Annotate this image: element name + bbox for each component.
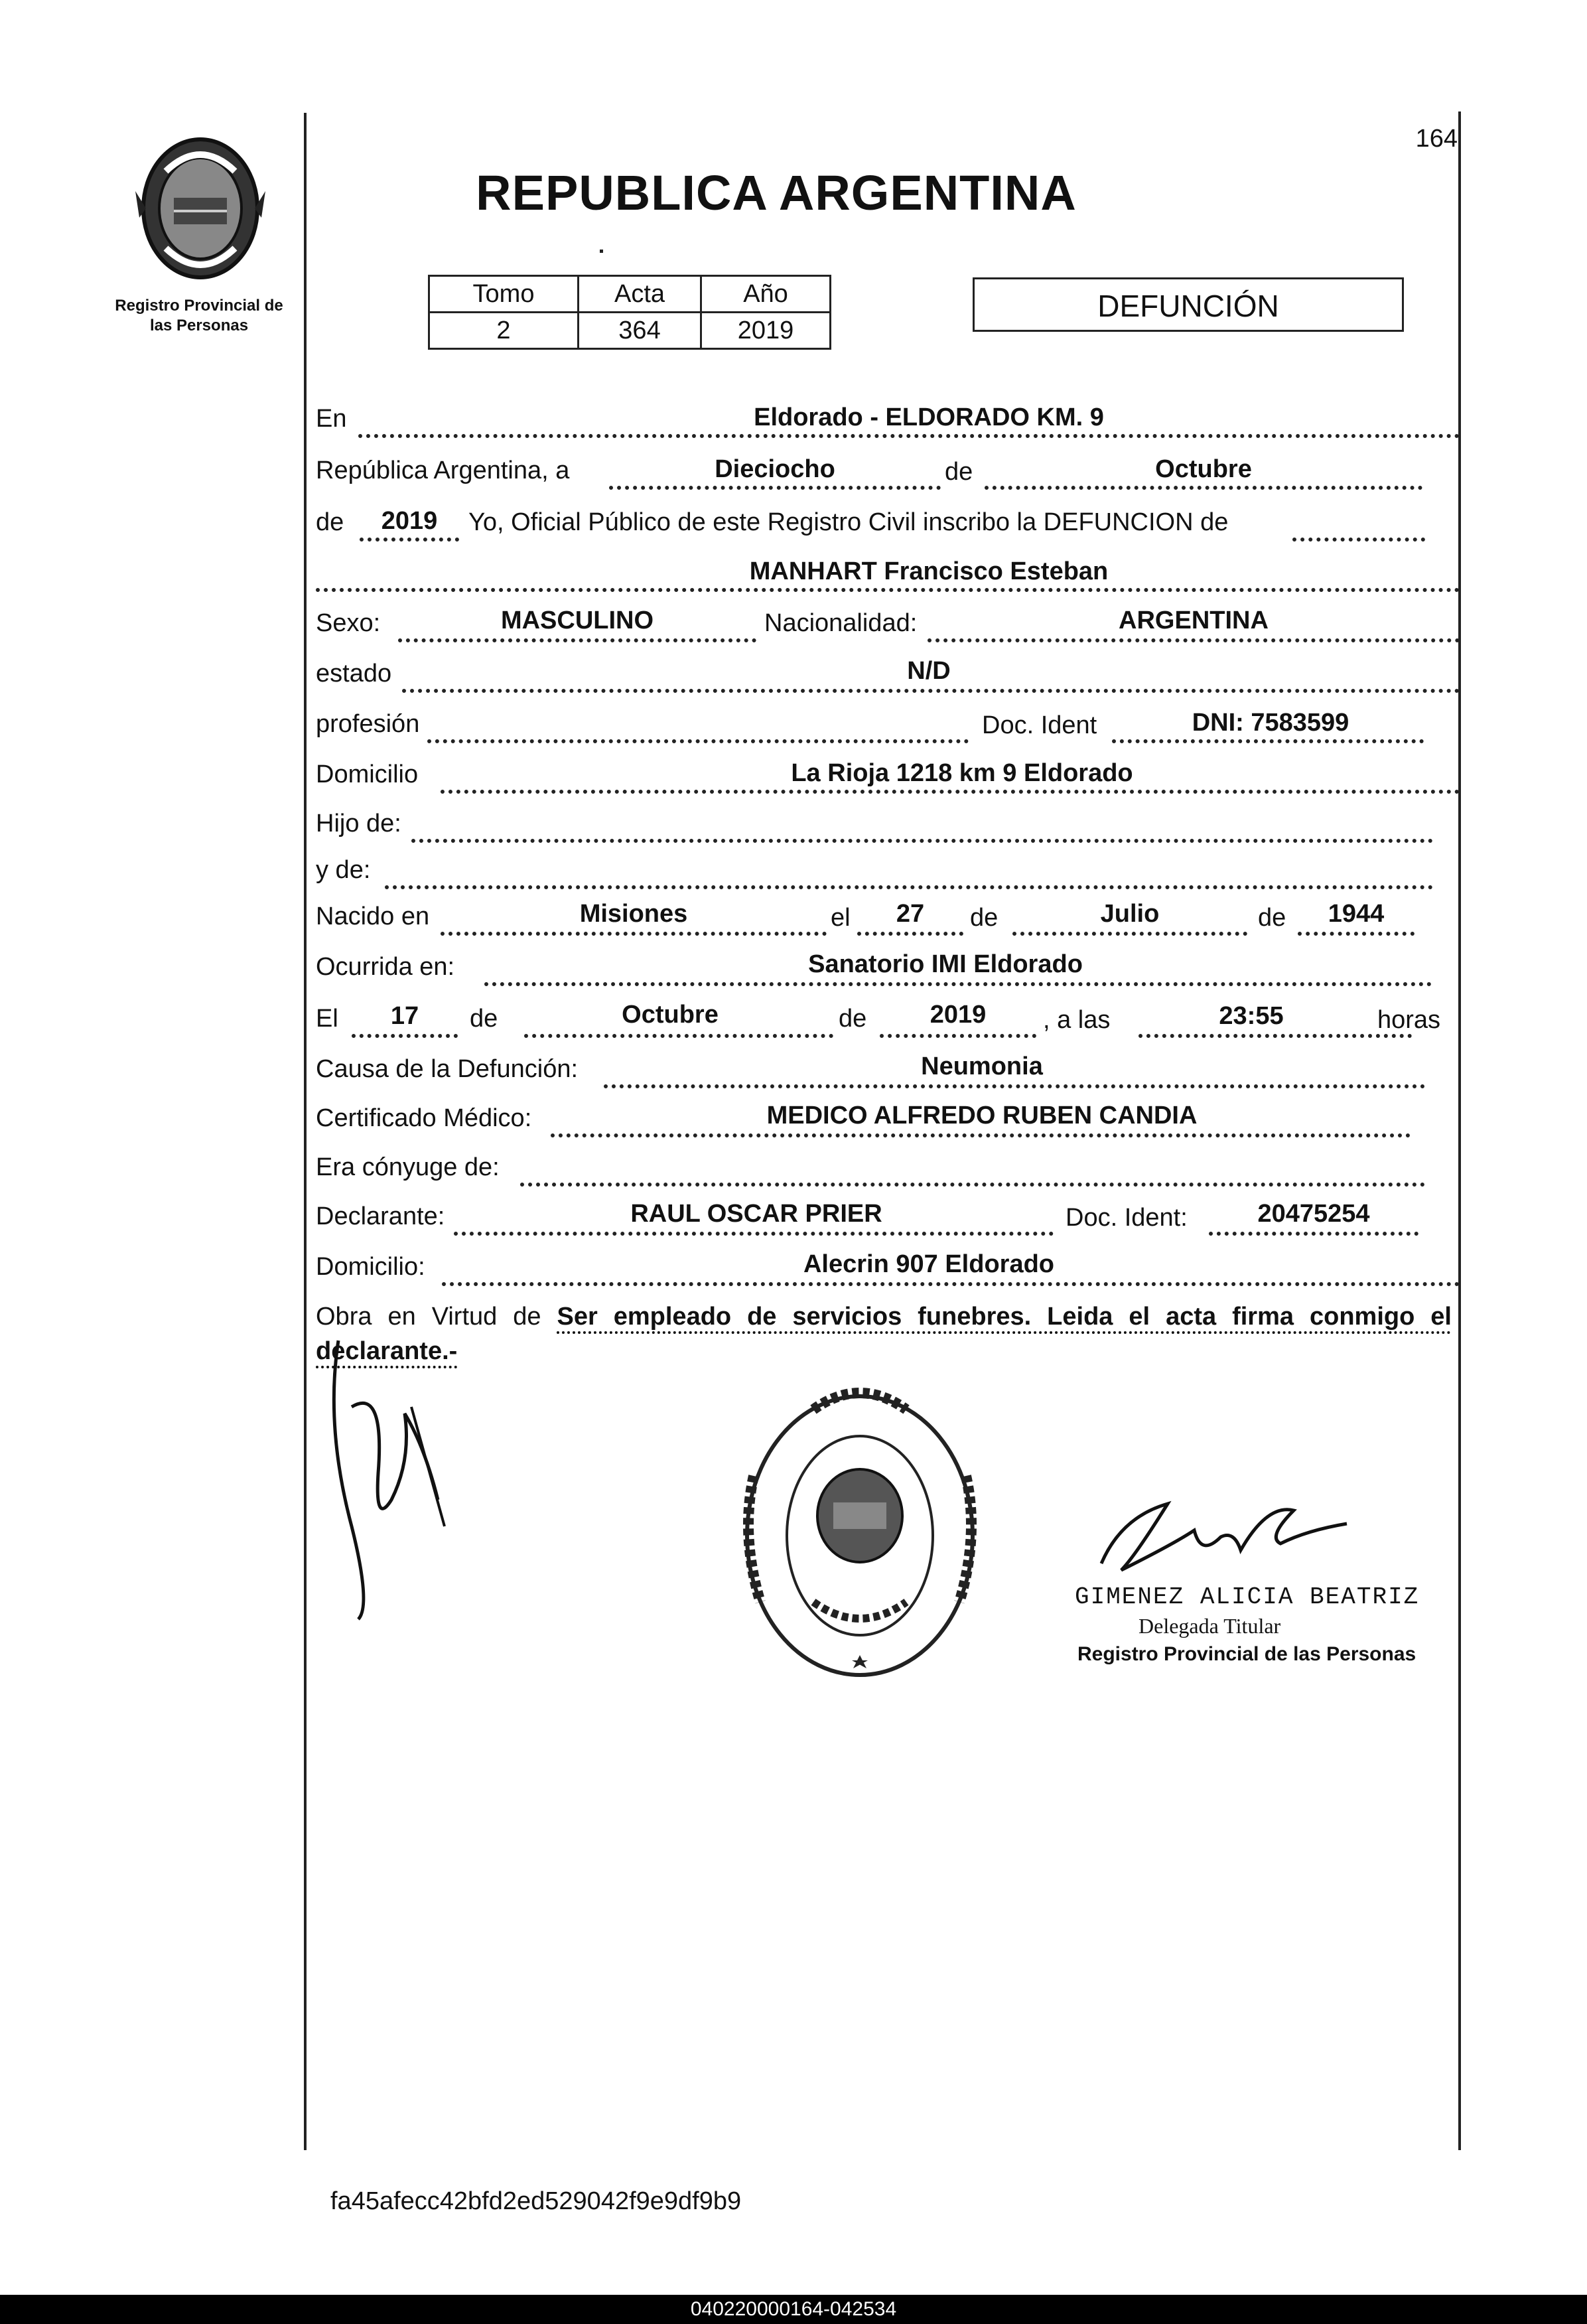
inscribo-text: Yo, Oficial Público de este Registro Civil inscribo la DEFUNCION de [468, 508, 1229, 536]
year-value: 2019 [381, 507, 438, 535]
birth-month-line [1012, 932, 1247, 936]
declarante-doc-value: 20475254 [1257, 1200, 1370, 1228]
causa-value: Neumonia [921, 1053, 1043, 1080]
month-value: Octubre [1155, 455, 1252, 483]
declarante-label: Declarante: [316, 1202, 445, 1230]
causa-label: Causa de la Defunción: [316, 1055, 579, 1083]
profesion-line [427, 739, 969, 743]
el-label-2: El [316, 1005, 338, 1033]
ocurrida-value: Sanatorio IMI Eldorado [808, 950, 1083, 978]
nacido-value: Misiones [579, 900, 688, 928]
official-stamp [734, 1383, 986, 1688]
death-time: 23:55 [1219, 1002, 1284, 1030]
death-time-line [1138, 1034, 1412, 1038]
conyuge-label: Era cónyuge de: [316, 1153, 500, 1181]
de-label: de [945, 458, 973, 486]
yde-label: y de: [316, 856, 371, 884]
anio-value: 2019 [701, 313, 831, 349]
obra-paragraph [316, 1299, 1452, 1368]
official-signature-role: Delegada Titular [1138, 1614, 1281, 1638]
official-signature [1095, 1490, 1360, 1583]
name-line [316, 588, 1460, 592]
birth-year: 1944 [1328, 900, 1385, 928]
registry-caption [100, 296, 299, 336]
yde-line [385, 885, 1433, 889]
left-margin-line [304, 113, 307, 2150]
nacionalidad-line [928, 638, 1460, 642]
obra-label: Obra en Virtud de [316, 1303, 541, 1331]
de-label-2: de [970, 904, 999, 932]
year-line [360, 538, 459, 542]
right-margin-line [1458, 111, 1461, 2150]
anio-header: Año [701, 276, 831, 313]
el-label: el [831, 904, 851, 932]
sexo-value: MASCULINO [500, 607, 654, 634]
inscribo-line [1292, 538, 1425, 542]
de-label-4: de [470, 1005, 498, 1033]
record-table [428, 275, 831, 350]
death-month: Octubre [622, 1001, 719, 1029]
day-value: Dieciocho [715, 455, 835, 483]
doc-ident-line [1112, 739, 1424, 743]
de-label-3: de [1258, 904, 1286, 932]
day-line [609, 486, 941, 490]
record-table-value-row [429, 313, 831, 349]
deceased-name: MANHART Francisco Esteban [749, 557, 1109, 585]
death-year-line [880, 1034, 1036, 1038]
registry-caption-line-1: Registro Provincial de [115, 297, 283, 315]
birth-month: Julio [1100, 900, 1160, 928]
de-label-5: de [839, 1005, 867, 1033]
certificado-line [551, 1133, 1411, 1137]
declarant-signature [312, 1327, 464, 1633]
hijo-line [411, 839, 1433, 843]
birth-day: 27 [896, 900, 925, 928]
death-day: 17 [390, 1002, 419, 1030]
official-stamp-icon [734, 1383, 986, 1688]
certificado-label: Certificado Médico: [316, 1104, 532, 1132]
acta-header: Acta [579, 276, 701, 313]
month-line [985, 486, 1422, 490]
death-year: 2019 [930, 1001, 987, 1029]
domicilio-line [441, 790, 1460, 794]
certificado-value: MEDICO ALFREDO RUBEN CANDIA [766, 1102, 1198, 1129]
declarante-doc-line [1209, 1232, 1418, 1236]
en-value: Eldorado - ELDORADO KM. 9 [754, 403, 1104, 431]
nacionalidad-value: ARGENTINA [1119, 607, 1269, 634]
estado-line [402, 689, 1460, 693]
year-label: de [316, 508, 344, 536]
declarante-doc-label: Doc. Ident: [1066, 1204, 1188, 1232]
record-table-header-row [429, 276, 831, 313]
obra-value: Ser empleado de servicios funebres. Leida el acta firma conmigo el declarante.- [316, 1303, 1452, 1365]
doc-ident-value: DNI: 7583599 [1192, 709, 1349, 737]
document-title: REPUBLICA ARGENTINA [476, 165, 1077, 220]
official-signature-name: GIMENEZ ALICIA BEATRIZ [1075, 1583, 1420, 1611]
en-line [358, 434, 1460, 438]
republica-label: República Argentina, a [316, 457, 570, 484]
declarante-line [454, 1232, 1054, 1236]
domicilio2-line [442, 1282, 1460, 1286]
birth-year-line [1298, 932, 1414, 936]
estado-label: estado [316, 660, 392, 688]
conyuge-line [520, 1183, 1425, 1187]
domicilio2-value: Alecrin 907 Eldorado [803, 1250, 1054, 1278]
registry-caption-line-2: las Personas [149, 317, 249, 334]
hijo-label: Hijo de: [316, 810, 401, 837]
tomo-value: 2 [429, 313, 579, 349]
domicilio-label: Domicilio [316, 761, 419, 788]
ocurrida-line [484, 982, 1432, 986]
alas-label: , a las [1043, 1006, 1111, 1034]
nacido-line [441, 932, 827, 936]
barcode-strip: 040220000164-042534 [0, 2295, 1587, 2324]
death-day-line [352, 1034, 458, 1038]
sexo-line [398, 638, 756, 642]
estado-value: N/D [907, 657, 951, 685]
causa-line [604, 1084, 1425, 1088]
nacido-label: Nacido en [316, 903, 430, 930]
official-signature-registry: Registro Provincial de las Personas [1077, 1643, 1416, 1665]
acta-value: 364 [579, 313, 701, 349]
ocurrida-label: Ocurrida en: [316, 953, 455, 981]
domicilio2-label: Domicilio: [316, 1253, 425, 1281]
horas-label: horas [1377, 1006, 1441, 1034]
death-month-line [524, 1034, 833, 1038]
domicilio-value: La Rioja 1218 km 9 Eldorado [791, 759, 1133, 787]
declarante-value: RAUL OSCAR PRIER [630, 1200, 882, 1228]
birth-day-line [857, 932, 963, 936]
profesion-label: profesión [316, 710, 420, 738]
en-label: En [316, 405, 347, 433]
tomo-header: Tomo [429, 276, 579, 313]
page-number: 164 [1415, 125, 1458, 153]
record-type-box: DEFUNCIÓN [973, 277, 1404, 332]
doc-ident-label: Doc. Ident [982, 711, 1097, 739]
sexo-label: Sexo: [316, 609, 381, 637]
title-dot [600, 250, 603, 253]
nacionalidad-label: Nacionalidad: [764, 609, 918, 637]
document-hash: fa45afecc42bfd2ed529042f9e9df9b9 [330, 2187, 742, 2215]
